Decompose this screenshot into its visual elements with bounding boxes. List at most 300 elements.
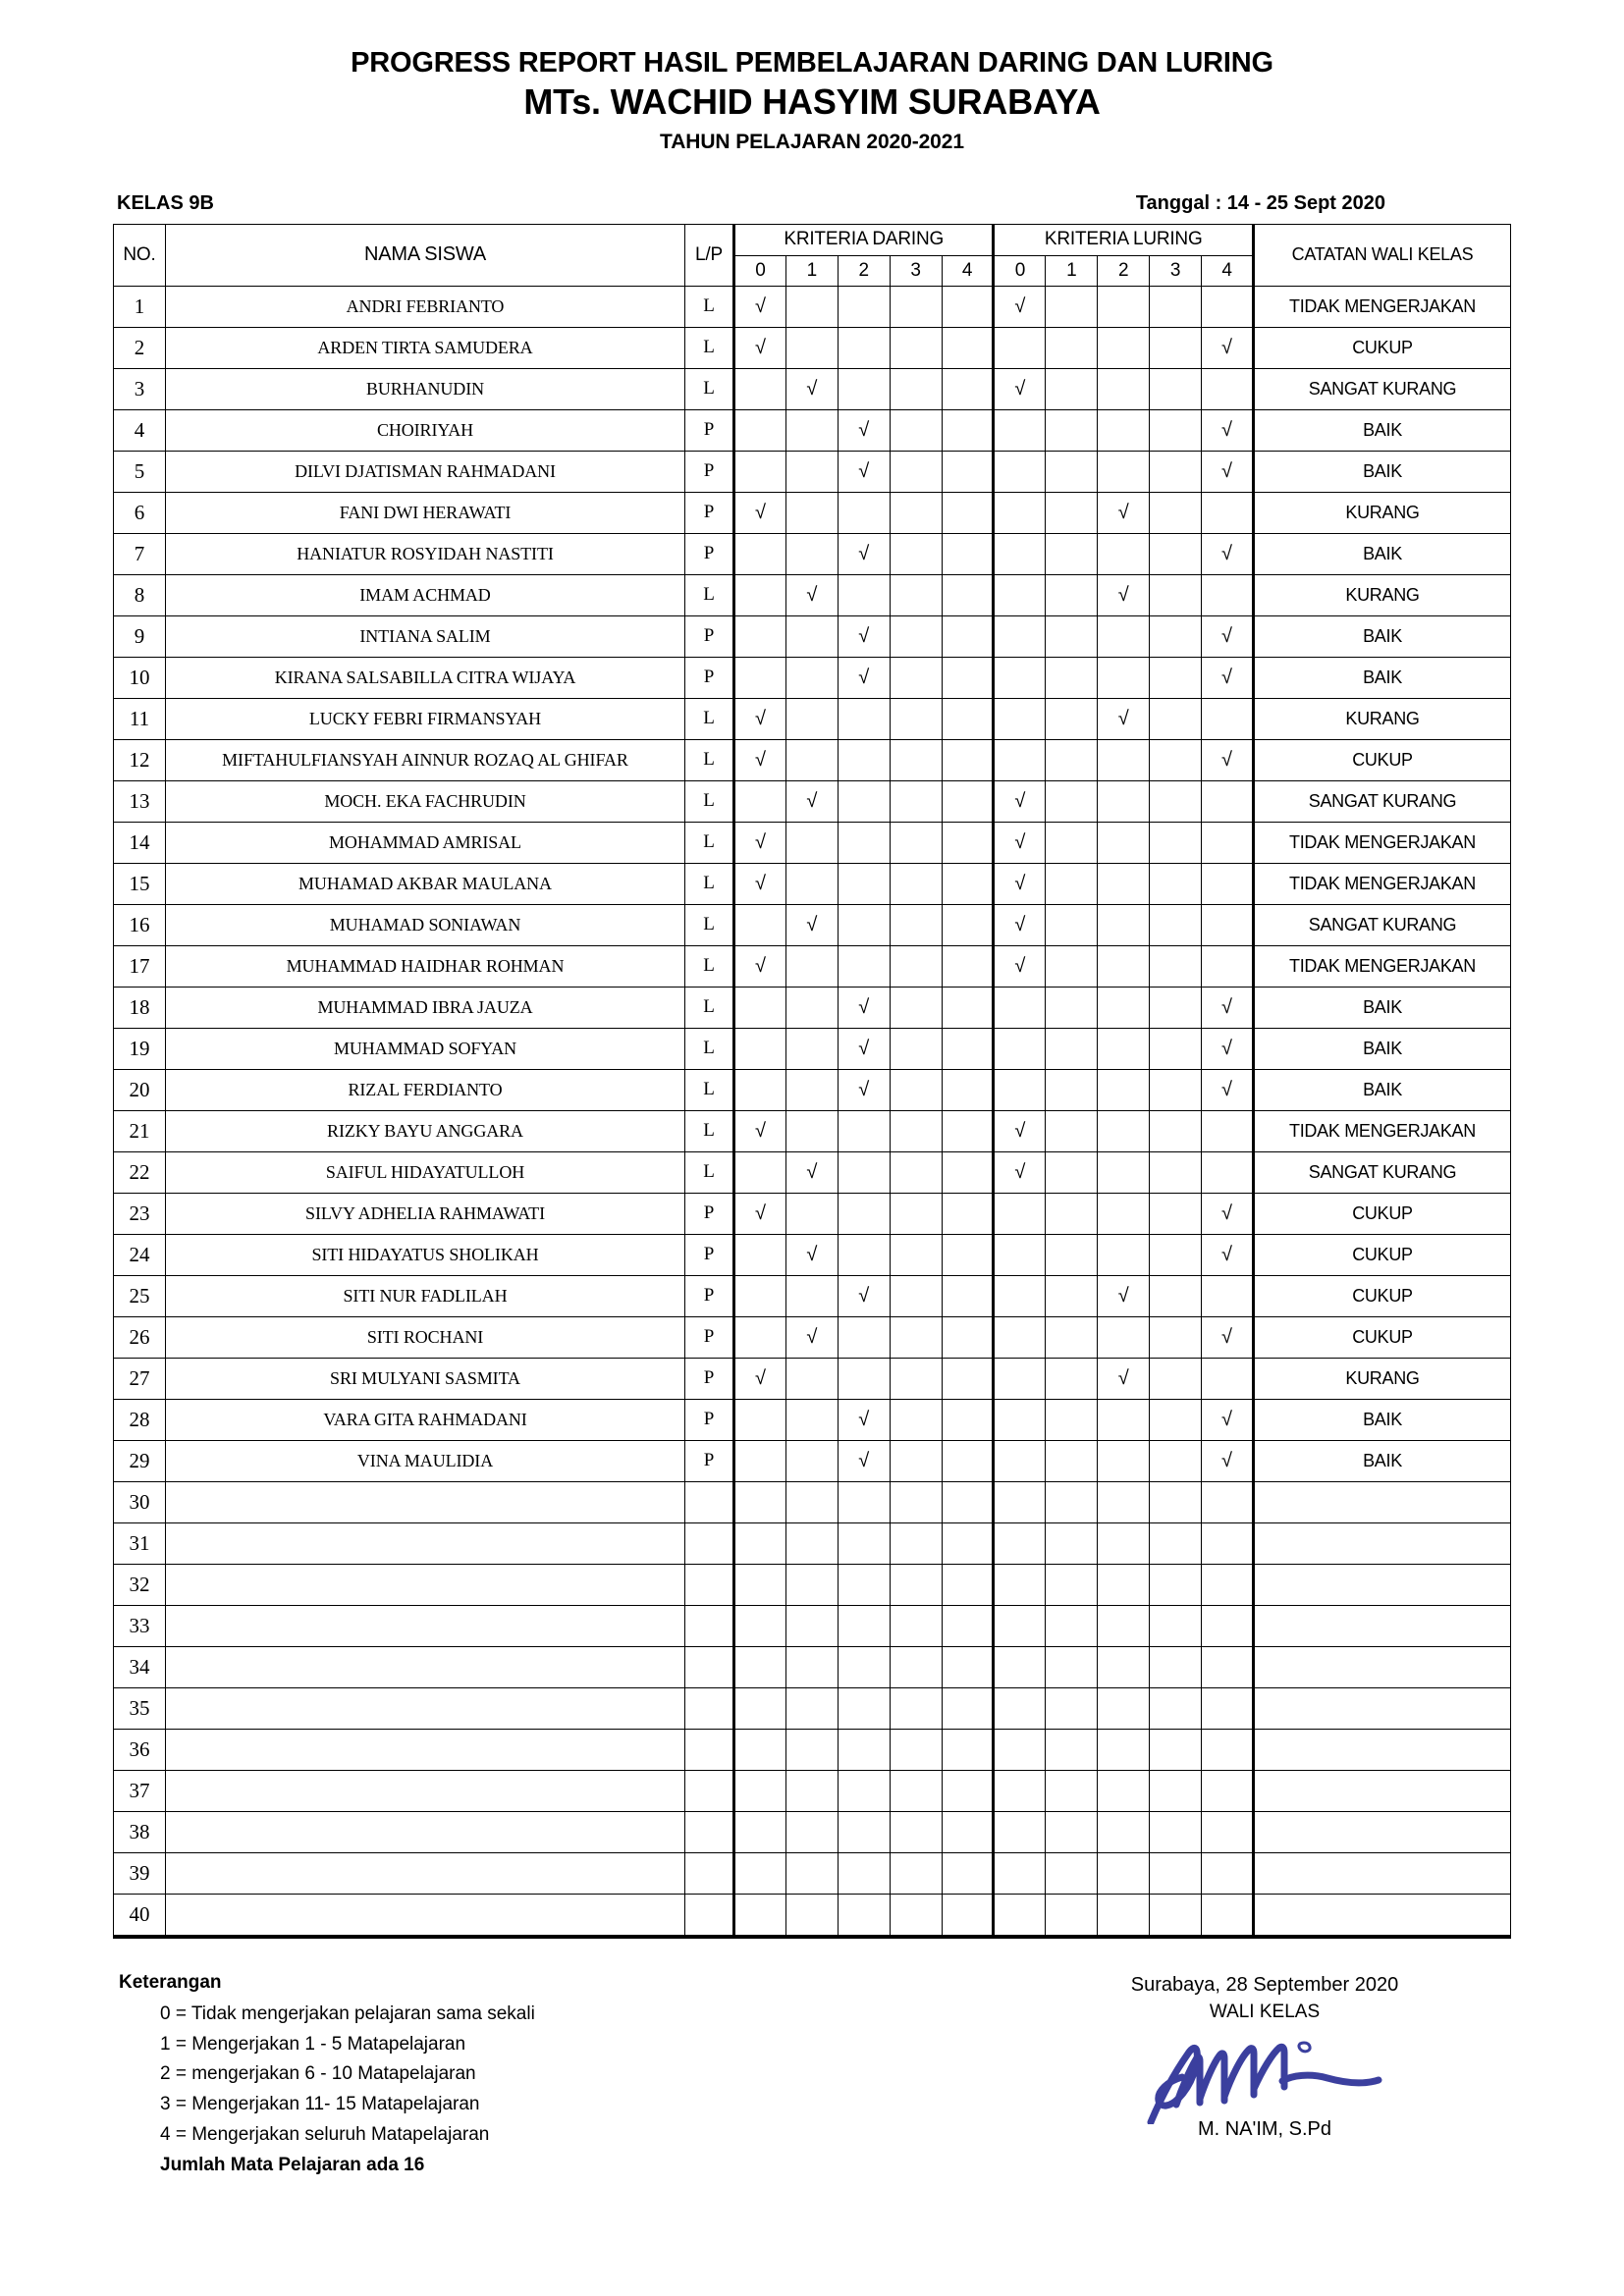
cell-daring-1: [785, 533, 838, 574]
cell-luring-2: [1098, 904, 1150, 945]
cell-luring-1: [1046, 1110, 1098, 1151]
cell-daring-3: [890, 822, 942, 863]
cell-daring-4: [942, 574, 994, 615]
cell-luring-4: [1202, 1605, 1254, 1646]
cell-luring-2: [1098, 945, 1150, 987]
table-row: [114, 739, 1511, 780]
cell-luring-0: [994, 1564, 1046, 1605]
cell-luring-3: [1150, 1110, 1202, 1151]
cell-daring-3: [890, 1729, 942, 1770]
cell-luring-0: [994, 987, 1046, 1028]
cell-luring-3: [1150, 1687, 1202, 1729]
cell-luring-3: [1150, 1399, 1202, 1440]
cell-daring-2: [838, 1358, 890, 1399]
cell-daring-4: [942, 327, 994, 368]
cell-daring-1: [785, 1646, 838, 1687]
cell-daring-3: [890, 327, 942, 368]
cell-luring-4: [1202, 1275, 1254, 1316]
col-header-daring-2: 2: [838, 255, 890, 286]
cell-lp: L: [685, 822, 734, 863]
table-row: [114, 1564, 1511, 1605]
cell-daring-1: √: [785, 780, 838, 822]
cell-daring-0: [734, 1770, 786, 1811]
cell-lp: [685, 1605, 734, 1646]
cell-daring-0: [734, 904, 786, 945]
cell-daring-3: [890, 987, 942, 1028]
cell-luring-2: √: [1098, 574, 1150, 615]
cell-luring-4: [1202, 1770, 1254, 1811]
table-head: [114, 224, 1511, 286]
col-header-luring-4: 4: [1202, 255, 1254, 286]
cell-luring-1: [1046, 327, 1098, 368]
cell-luring-4: [1202, 904, 1254, 945]
table-row: [114, 615, 1511, 657]
table-row: [114, 657, 1511, 698]
cell-luring-1: [1046, 1399, 1098, 1440]
cell-nama-siswa: MUHAMMAD HAIDHAR ROHMAN: [166, 945, 685, 987]
cell-luring-3: [1150, 1605, 1202, 1646]
cell-lp: P: [685, 1234, 734, 1275]
cell-nama-siswa: DILVI DJATISMAN RAHMADANI: [166, 451, 685, 492]
academic-year: TAHUN PELAJARAN 2020-2021: [660, 130, 964, 153]
cell-nama-siswa: SITI NUR FADLILAH: [166, 1275, 685, 1316]
cell-luring-2: [1098, 1687, 1150, 1729]
cell-lp: [685, 1852, 734, 1894]
cell-daring-2: [838, 780, 890, 822]
cell-daring-0: [734, 1852, 786, 1894]
cell-daring-3: [890, 574, 942, 615]
cell-no: 14: [114, 822, 166, 863]
cell-daring-1: √: [785, 1151, 838, 1193]
cell-daring-2: [838, 1110, 890, 1151]
cell-nama-siswa: [166, 1729, 685, 1770]
cell-luring-2: [1098, 1316, 1150, 1358]
cell-luring-3: [1150, 945, 1202, 987]
cell-daring-2: [838, 1234, 890, 1275]
cell-luring-4: [1202, 945, 1254, 987]
cell-nama-siswa: ANDRI FEBRIANTO: [166, 286, 685, 327]
cell-daring-4: [942, 1811, 994, 1852]
cell-luring-4: [1202, 1110, 1254, 1151]
cell-daring-1: [785, 1687, 838, 1729]
cell-daring-3: [890, 1069, 942, 1110]
cell-luring-4: √: [1202, 1028, 1254, 1069]
cell-daring-1: [785, 1440, 838, 1481]
cell-luring-4: [1202, 1151, 1254, 1193]
cell-luring-2: [1098, 1069, 1150, 1110]
cell-daring-1: [785, 1110, 838, 1151]
cell-daring-0: √: [734, 492, 786, 533]
cell-luring-4: √: [1202, 739, 1254, 780]
cell-luring-3: [1150, 409, 1202, 451]
cell-catatan: SANGAT KURANG: [1254, 780, 1511, 822]
col-header-nama-siswa: NAMA SISWA: [166, 224, 685, 286]
cell-lp: P: [685, 1275, 734, 1316]
cell-daring-4: [942, 1234, 994, 1275]
meta-row: [113, 192, 1511, 215]
cell-luring-0: [994, 1440, 1046, 1481]
cell-luring-2: [1098, 286, 1150, 327]
cell-luring-4: √: [1202, 409, 1254, 451]
col-header-lp: L/P: [685, 224, 734, 286]
cell-catatan: TIDAK MENGERJAKAN: [1254, 863, 1511, 904]
cell-daring-3: [890, 780, 942, 822]
cell-lp: P: [685, 657, 734, 698]
cell-daring-0: [734, 1440, 786, 1481]
cell-luring-1: [1046, 1811, 1098, 1852]
cell-lp: P: [685, 615, 734, 657]
cell-luring-4: √: [1202, 533, 1254, 574]
table-row: [114, 822, 1511, 863]
col-header-daring-0: 0: [734, 255, 786, 286]
cell-daring-1: [785, 1275, 838, 1316]
cell-no: 29: [114, 1440, 166, 1481]
cell-catatan: [1254, 1770, 1511, 1811]
cell-daring-0: [734, 987, 786, 1028]
cell-luring-2: [1098, 657, 1150, 698]
cell-luring-0: [994, 1522, 1046, 1564]
cell-luring-1: [1046, 286, 1098, 327]
cell-daring-3: [890, 1234, 942, 1275]
cell-no: 11: [114, 698, 166, 739]
cell-lp: [685, 1729, 734, 1770]
cell-daring-1: √: [785, 574, 838, 615]
table-row: [114, 1234, 1511, 1275]
cell-nama-siswa: RIZKY BAYU ANGGARA: [166, 1110, 685, 1151]
cell-luring-4: [1202, 368, 1254, 409]
cell-luring-1: [1046, 1852, 1098, 1894]
cell-luring-3: [1150, 1234, 1202, 1275]
cell-lp: [685, 1894, 734, 1937]
cell-daring-4: [942, 698, 994, 739]
table-row: [114, 1316, 1511, 1358]
cell-daring-1: [785, 492, 838, 533]
col-header-daring-3: 3: [890, 255, 942, 286]
cell-no: 2: [114, 327, 166, 368]
cell-luring-0: [994, 1275, 1046, 1316]
cell-luring-1: [1046, 987, 1098, 1028]
cell-nama-siswa: SITI ROCHANI: [166, 1316, 685, 1358]
cell-luring-2: √: [1098, 698, 1150, 739]
cell-daring-0: √: [734, 698, 786, 739]
cell-lp: P: [685, 409, 734, 451]
keterangan-item-2: 2 = mengerjakan 6 - 10 Matapelajaran: [160, 2063, 476, 2085]
cell-daring-1: √: [785, 368, 838, 409]
cell-daring-0: [734, 1481, 786, 1522]
table-body: [114, 286, 1511, 1937]
cell-luring-3: [1150, 1894, 1202, 1937]
cell-lp: P: [685, 1358, 734, 1399]
cell-luring-4: [1202, 698, 1254, 739]
cell-daring-2: [838, 1151, 890, 1193]
cell-daring-4: [942, 1687, 994, 1729]
cell-luring-4: √: [1202, 1193, 1254, 1234]
cell-no: 21: [114, 1110, 166, 1151]
cell-luring-4: [1202, 286, 1254, 327]
cell-luring-1: [1046, 945, 1098, 987]
cell-luring-0: √: [994, 945, 1046, 987]
cell-catatan: BAIK: [1254, 451, 1511, 492]
cell-daring-4: [942, 1316, 994, 1358]
cell-daring-1: [785, 698, 838, 739]
cell-luring-3: [1150, 1522, 1202, 1564]
cell-daring-4: [942, 1522, 994, 1564]
table-row: [114, 1399, 1511, 1440]
col-header-daring-1: 1: [785, 255, 838, 286]
cell-luring-4: √: [1202, 987, 1254, 1028]
cell-luring-2: [1098, 615, 1150, 657]
cell-daring-0: [734, 409, 786, 451]
cell-luring-3: [1150, 1275, 1202, 1316]
cell-daring-2: √: [838, 657, 890, 698]
cell-luring-1: [1046, 1481, 1098, 1522]
cell-daring-1: [785, 1069, 838, 1110]
cell-lp: P: [685, 1440, 734, 1481]
cell-daring-0: [734, 1028, 786, 1069]
cell-catatan: TIDAK MENGERJAKAN: [1254, 286, 1511, 327]
cell-daring-0: √: [734, 327, 786, 368]
cell-daring-0: √: [734, 822, 786, 863]
table-row: [114, 1440, 1511, 1481]
cell-luring-0: [994, 451, 1046, 492]
cell-luring-2: √: [1098, 1358, 1150, 1399]
cell-daring-4: [942, 409, 994, 451]
cell-daring-2: [838, 286, 890, 327]
cell-nama-siswa: [166, 1894, 685, 1937]
cell-nama-siswa: RIZAL FERDIANTO: [166, 1069, 685, 1110]
cell-no: 40: [114, 1894, 166, 1937]
cell-catatan: BAIK: [1254, 1440, 1511, 1481]
table-row: [114, 1646, 1511, 1687]
cell-luring-2: [1098, 1110, 1150, 1151]
cell-lp: L: [685, 739, 734, 780]
cell-daring-2: [838, 1852, 890, 1894]
cell-luring-1: [1046, 1440, 1098, 1481]
cell-luring-2: [1098, 739, 1150, 780]
cell-daring-2: [838, 904, 890, 945]
cell-luring-2: [1098, 1193, 1150, 1234]
cell-daring-2: [838, 1316, 890, 1358]
cell-daring-3: [890, 1028, 942, 1069]
cell-luring-1: [1046, 1069, 1098, 1110]
cell-luring-0: [994, 1399, 1046, 1440]
cell-daring-4: [942, 1028, 994, 1069]
cell-nama-siswa: MIFTAHULFIANSYAH AINNUR ROZAQ AL GHIFAR: [166, 739, 685, 780]
col-header-kriteria-luring: KRITERIA LURING: [994, 224, 1254, 255]
cell-daring-0: [734, 1894, 786, 1937]
cell-luring-4: [1202, 1646, 1254, 1687]
handwritten-signature: [1054, 2034, 1476, 2124]
cell-daring-0: [734, 1399, 786, 1440]
cell-luring-1: [1046, 574, 1098, 615]
cell-daring-1: [785, 1028, 838, 1069]
cell-nama-siswa: BURHANUDIN: [166, 368, 685, 409]
cell-no: 23: [114, 1193, 166, 1234]
cell-daring-4: [942, 1151, 994, 1193]
cell-daring-4: [942, 451, 994, 492]
cell-daring-3: [890, 1522, 942, 1564]
cell-nama-siswa: [166, 1522, 685, 1564]
cell-daring-0: [734, 368, 786, 409]
cell-no: 33: [114, 1605, 166, 1646]
cell-daring-4: [942, 1399, 994, 1440]
cell-lp: L: [685, 368, 734, 409]
cell-luring-1: [1046, 533, 1098, 574]
cell-luring-3: [1150, 987, 1202, 1028]
cell-luring-3: [1150, 615, 1202, 657]
cell-daring-1: [785, 945, 838, 987]
cell-catatan: [1254, 1522, 1511, 1564]
cell-daring-4: [942, 286, 994, 327]
cell-luring-3: [1150, 1151, 1202, 1193]
cell-no: 3: [114, 368, 166, 409]
cell-daring-3: [890, 1275, 942, 1316]
cell-nama-siswa: IMAM ACHMAD: [166, 574, 685, 615]
cell-catatan: SANGAT KURANG: [1254, 904, 1511, 945]
cell-lp: L: [685, 1151, 734, 1193]
cell-luring-0: [994, 1316, 1046, 1358]
cell-luring-3: [1150, 574, 1202, 615]
table-header-row-1: [114, 224, 1511, 255]
cell-daring-1: [785, 987, 838, 1028]
cell-daring-4: [942, 1852, 994, 1894]
table-row: [114, 286, 1511, 327]
cell-luring-1: [1046, 1729, 1098, 1770]
cell-catatan: BAIK: [1254, 1028, 1511, 1069]
cell-daring-2: [838, 1564, 890, 1605]
cell-daring-1: [785, 615, 838, 657]
cell-luring-0: [994, 1770, 1046, 1811]
cell-luring-3: [1150, 863, 1202, 904]
table-row: [114, 1275, 1511, 1316]
cell-daring-1: [785, 1358, 838, 1399]
cell-daring-2: √: [838, 409, 890, 451]
cell-daring-3: [890, 533, 942, 574]
cell-daring-0: [734, 780, 786, 822]
cell-luring-3: [1150, 1193, 1202, 1234]
cell-no: 25: [114, 1275, 166, 1316]
cell-luring-0: √: [994, 1151, 1046, 1193]
cell-lp: L: [685, 987, 734, 1028]
cell-catatan: BAIK: [1254, 1399, 1511, 1440]
cell-daring-0: [734, 657, 786, 698]
cell-luring-0: [994, 1811, 1046, 1852]
cell-nama-siswa: MUHAMAD SONIAWAN: [166, 904, 685, 945]
cell-luring-4: √: [1202, 1069, 1254, 1110]
cell-no: 32: [114, 1564, 166, 1605]
cell-luring-4: [1202, 1522, 1254, 1564]
cell-daring-2: [838, 1522, 890, 1564]
class-label: KELAS 9B: [117, 191, 214, 214]
cell-daring-1: [785, 1729, 838, 1770]
cell-catatan: [1254, 1481, 1511, 1522]
cell-catatan: CUKUP: [1254, 1275, 1511, 1316]
cell-luring-0: √: [994, 822, 1046, 863]
cell-no: 37: [114, 1770, 166, 1811]
cell-daring-0: [734, 1687, 786, 1729]
cell-luring-3: [1150, 492, 1202, 533]
cell-luring-4: [1202, 1729, 1254, 1770]
cell-daring-0: [734, 1811, 786, 1852]
table-row: [114, 1481, 1511, 1522]
cell-daring-1: [785, 327, 838, 368]
cell-luring-0: [994, 1894, 1046, 1937]
cell-lp: [685, 1811, 734, 1852]
cell-luring-2: [1098, 409, 1150, 451]
cell-lp: [685, 1522, 734, 1564]
cell-nama-siswa: ARDEN TIRTA SAMUDERA: [166, 327, 685, 368]
cell-no: 36: [114, 1729, 166, 1770]
cell-daring-2: [838, 1481, 890, 1522]
cell-catatan: [1254, 1687, 1511, 1729]
table-row: [114, 1522, 1511, 1564]
cell-lp: P: [685, 1193, 734, 1234]
cell-luring-0: √: [994, 904, 1046, 945]
cell-no: 15: [114, 863, 166, 904]
cell-daring-2: [838, 574, 890, 615]
cell-catatan: [1254, 1894, 1511, 1937]
cell-nama-siswa: CHOIRIYAH: [166, 409, 685, 451]
cell-daring-1: [785, 409, 838, 451]
cell-daring-4: [942, 1069, 994, 1110]
cell-daring-2: √: [838, 533, 890, 574]
cell-daring-0: [734, 1275, 786, 1316]
cell-daring-0: √: [734, 1193, 786, 1234]
cell-luring-0: [994, 1069, 1046, 1110]
cell-daring-4: [942, 657, 994, 698]
cell-catatan: SANGAT KURANG: [1254, 1151, 1511, 1193]
cell-luring-0: [994, 1481, 1046, 1522]
cell-luring-1: [1046, 1564, 1098, 1605]
cell-daring-4: [942, 1894, 994, 1937]
cell-luring-3: [1150, 1852, 1202, 1894]
cell-daring-3: [890, 1316, 942, 1358]
cell-nama-siswa: [166, 1770, 685, 1811]
cell-daring-2: [838, 1729, 890, 1770]
cell-catatan: KURANG: [1254, 1358, 1511, 1399]
cell-no: 27: [114, 1358, 166, 1399]
cell-daring-2: √: [838, 1440, 890, 1481]
cell-daring-3: [890, 286, 942, 327]
cell-luring-4: [1202, 1894, 1254, 1937]
cell-luring-2: [1098, 533, 1150, 574]
cell-catatan: KURANG: [1254, 574, 1511, 615]
cell-daring-4: [942, 1440, 994, 1481]
cell-daring-0: [734, 615, 786, 657]
cell-daring-1: √: [785, 1234, 838, 1275]
cell-daring-2: [838, 1770, 890, 1811]
cell-daring-2: [838, 822, 890, 863]
cell-luring-3: [1150, 1481, 1202, 1522]
cell-luring-2: [1098, 1234, 1150, 1275]
cell-daring-3: [890, 1110, 942, 1151]
cell-luring-2: [1098, 780, 1150, 822]
keterangan-title: Keterangan: [119, 1971, 222, 1993]
table-row: [114, 1687, 1511, 1729]
cell-lp: L: [685, 904, 734, 945]
cell-luring-4: [1202, 1811, 1254, 1852]
cell-luring-0: [994, 409, 1046, 451]
cell-lp: L: [685, 780, 734, 822]
cell-nama-siswa: MOHAMMAD AMRISAL: [166, 822, 685, 863]
cell-catatan: BAIK: [1254, 533, 1511, 574]
cell-luring-3: [1150, 1358, 1202, 1399]
table-row: [114, 1605, 1511, 1646]
cell-daring-0: [734, 1316, 786, 1358]
cell-no: 19: [114, 1028, 166, 1069]
cell-luring-3: [1150, 739, 1202, 780]
table-row: [114, 574, 1511, 615]
